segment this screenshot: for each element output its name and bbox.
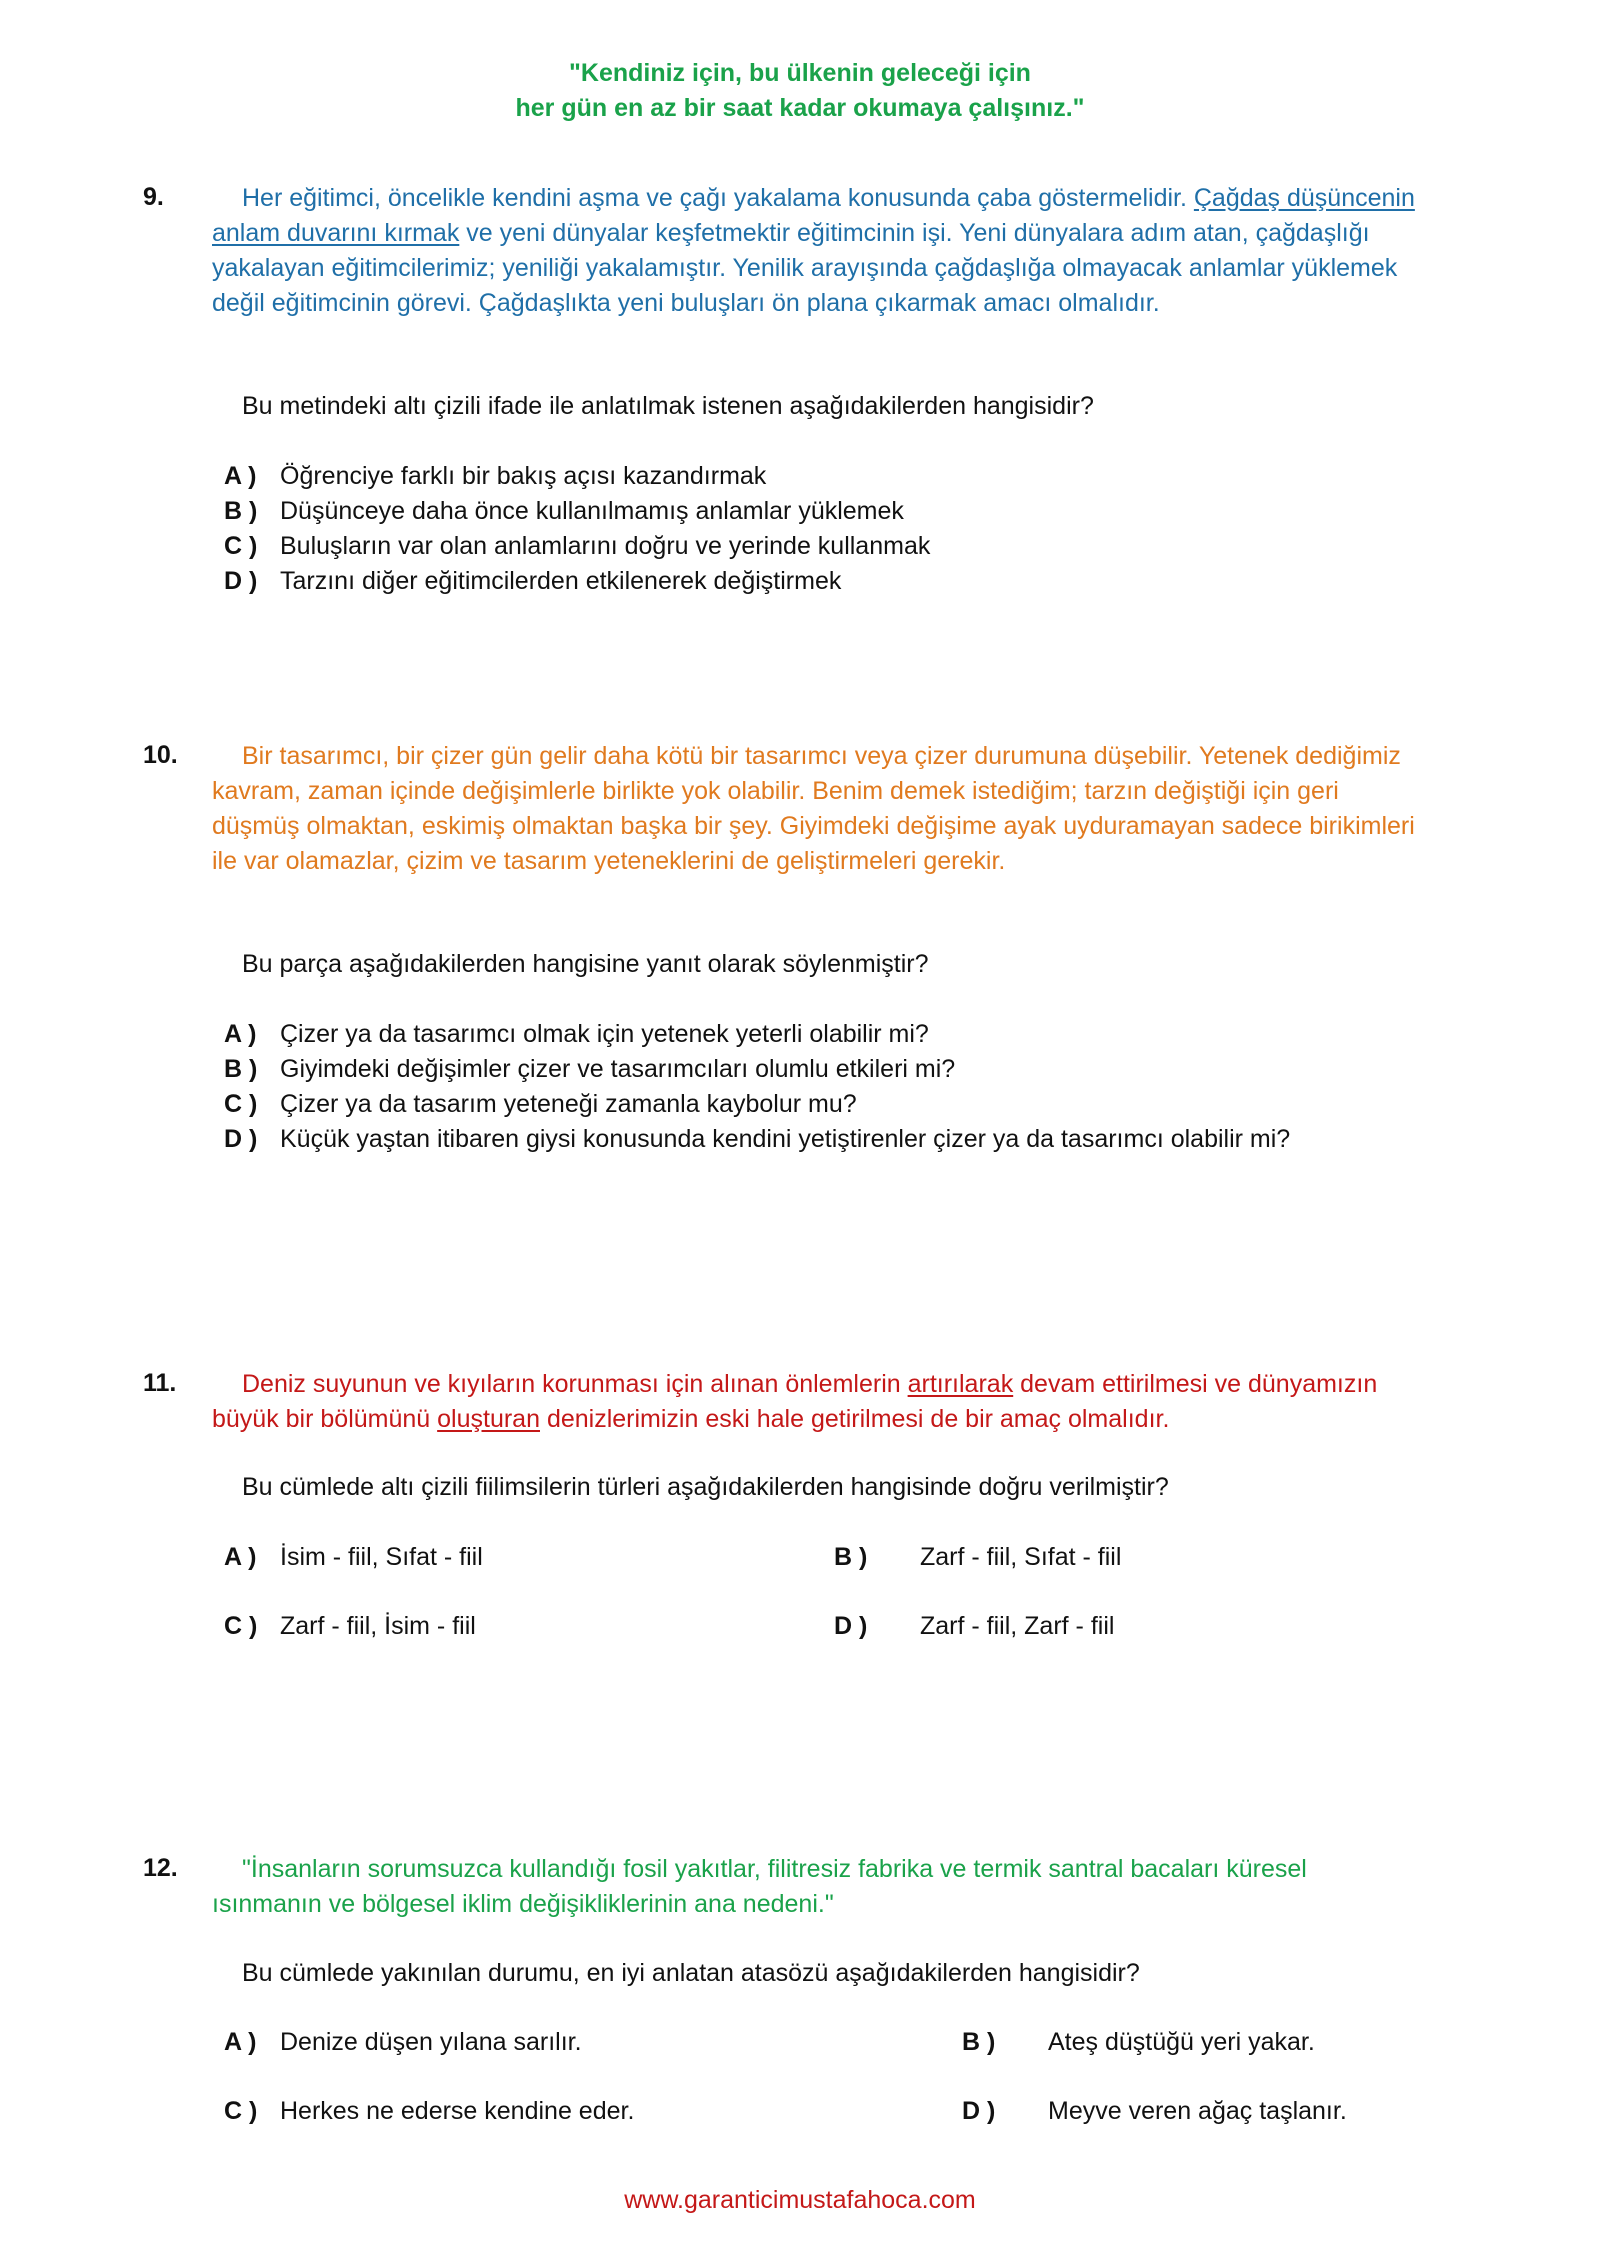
option-text: İsim - fiil, Sıfat - fiil bbox=[280, 1543, 483, 1571]
underlined-phrase: Çağdaş düşüncenin anlam duvarını kırmak bbox=[212, 184, 1415, 247]
option-text: Çizer ya da tasarımcı olmak için yetenek yeterli olabilir mi? bbox=[280, 1020, 929, 1048]
option-letter: D ) bbox=[834, 1612, 868, 1640]
question-passage bbox=[212, 1367, 1422, 1437]
question-passage bbox=[212, 181, 1422, 321]
passage-text: Bir tasarımcı, bir çizer gün gelir daha kötü bir tasarımcı veya çizer durumuna düşebilir. Yetenek dediğimiz kavram, zaman içinde değişimlerle birlikte yok olabilir. Benim demek istediğim; tarzın değiştiği için geri düşmüş olmaktan, eskimiş olmaktan başka bir şey. Giyimdeki değişime ayak uyduramayan sadece birikimleri ile var olamazlar, çizim ve tasarım yeteneklerini de geliştirmeleri gerekir. bbox=[212, 742, 1415, 875]
option-text: Denize düşen yılana sarılır. bbox=[280, 2028, 582, 2056]
option-d[interactable] bbox=[962, 2094, 1347, 2129]
option-text: Zarf - fiil, Sıfat - fiil bbox=[920, 1543, 1122, 1571]
option-text: Öğrenciye farklı bir bakış açısı kazandırmak bbox=[280, 462, 767, 490]
question-stem: Bu parça aşağıdakilerden hangisine yanıt olarak söylenmiştir? bbox=[242, 950, 929, 978]
option-letter: A ) bbox=[224, 1543, 257, 1571]
question-passage bbox=[212, 739, 1422, 879]
option-text: Zarf - fiil, İsim - fiil bbox=[280, 1612, 476, 1640]
option-c[interactable] bbox=[224, 529, 930, 564]
passage-text: "İnsanların sorumsuzca kullandığı fosil yakıtlar, filitresiz fabrika ve termik santral bacaları küresel ısınmanın ve bölgesel iklim değişikliklerinin ana nedeni." bbox=[212, 1855, 1307, 1918]
option-a[interactable] bbox=[224, 1540, 483, 1575]
option-d[interactable] bbox=[834, 1609, 1114, 1644]
header-line-1: "Kendiniz için, bu ülkenin geleceği için bbox=[569, 59, 1031, 87]
option-letter: C ) bbox=[224, 2097, 258, 2125]
option-letter: C ) bbox=[224, 532, 258, 560]
passage-text: denizlerimizin eski hale getirilmesi de bir amaç olmalıdır. bbox=[540, 1405, 1170, 1433]
header-quote bbox=[0, 56, 1600, 126]
option-letter: A ) bbox=[224, 2028, 257, 2056]
passage-text: Her eğitimci, öncelikle kendini aşma ve çağı yakalama konusunda çaba göstermelidir. bbox=[242, 184, 1194, 212]
option-letter: D ) bbox=[962, 2097, 996, 2125]
option-letter: D ) bbox=[224, 567, 258, 595]
passage-text: devam ettirilmesi ve dünyamızın büyük bir bölümünü bbox=[212, 1370, 1378, 1433]
footer-website-link[interactable]: www.garanticimustafahoca.com bbox=[624, 2186, 976, 2214]
question-passage bbox=[212, 1852, 1422, 1922]
option-letter: C ) bbox=[224, 1612, 258, 1640]
option-letter: B ) bbox=[834, 1543, 868, 1571]
option-letter: B ) bbox=[962, 2028, 996, 2056]
option-c[interactable] bbox=[224, 1087, 857, 1122]
option-d[interactable] bbox=[224, 564, 841, 599]
question-number: 9. bbox=[143, 183, 164, 211]
option-letter: A ) bbox=[224, 462, 257, 490]
question-stem: Bu metindeki altı çizili ifade ile anlatılmak istenen aşağıdakilerden hangisidir? bbox=[242, 392, 1094, 420]
option-b[interactable] bbox=[224, 1052, 955, 1087]
underlined-word: artırılarak bbox=[907, 1370, 1014, 1398]
option-text: Düşünceye daha önce kullanılmamış anlamlar yüklemek bbox=[280, 497, 904, 525]
option-text: Giyimdeki değişimler çizer ve tasarımcıları olumlu etkileri mi? bbox=[280, 1055, 956, 1083]
option-text: Meyve veren ağaç taşlanır. bbox=[1048, 2097, 1347, 2125]
option-a[interactable] bbox=[224, 459, 766, 494]
option-letter: A ) bbox=[224, 1020, 257, 1048]
option-a[interactable] bbox=[224, 1017, 929, 1052]
underlined-word: oluşturan bbox=[437, 1405, 540, 1433]
question-stem: Bu cümlede yakınılan durumu, en iyi anlatan atasözü aşağıdakilerden hangisidir? bbox=[242, 1959, 1140, 1987]
option-d[interactable] bbox=[224, 1122, 1290, 1157]
option-letter: D ) bbox=[224, 1125, 258, 1153]
option-letter: C ) bbox=[224, 1090, 258, 1118]
header-line-2: her gün en az bir saat kadar okumaya çalışınız." bbox=[515, 94, 1085, 122]
question-number: 12. bbox=[143, 1854, 178, 1882]
option-text: Tarzını diğer eğitimcilerden etkilenerek değiştirmek bbox=[280, 567, 842, 595]
option-letter: B ) bbox=[224, 1055, 258, 1083]
option-text: Zarf - fiil, Zarf - fiil bbox=[920, 1612, 1115, 1640]
passage-text: ve yeni dünyalar keşfetmektir eğitimcinin işi. Yeni dünyalara adım atan, çağdaşlığı yakalayan eğitimcilerimiz; yeniliği yakalamıştır. Yenilik arayışında çağdaşlığa olmayacak anlamlar yüklemek değil eğitimcinin görevi. Çağdaşlıkta yeni buluşları ön plana çıkarmak amacı olmalıdır. bbox=[212, 219, 1398, 317]
option-text: Ateş düştüğü yeri yakar. bbox=[1048, 2028, 1315, 2056]
option-b[interactable] bbox=[224, 494, 904, 529]
option-c[interactable] bbox=[224, 2094, 634, 2129]
question-number: 10. bbox=[143, 741, 178, 769]
option-letter: B ) bbox=[224, 497, 258, 525]
option-c[interactable] bbox=[224, 1609, 476, 1644]
question-stem: Bu cümlede altı çizili fiilimsilerin türleri aşağıdakilerden hangisinde doğru verilmiştir? bbox=[242, 1473, 1169, 1501]
option-text: Çizer ya da tasarım yeteneği zamanla kaybolur mu? bbox=[280, 1090, 857, 1118]
option-b[interactable] bbox=[962, 2025, 1315, 2060]
option-b[interactable] bbox=[834, 1540, 1121, 1575]
option-text: Herkes ne ederse kendine eder. bbox=[280, 2097, 635, 2125]
option-a[interactable] bbox=[224, 2025, 582, 2060]
option-text: Buluşların var olan anlamlarını doğru ve yerinde kullanmak bbox=[280, 532, 931, 560]
passage-text: Deniz suyunun ve kıyıların korunması için alınan önlemlerin bbox=[242, 1370, 908, 1398]
question-number: 11. bbox=[143, 1369, 177, 1397]
option-text: Küçük yaştan itibaren giysi konusunda kendini yetiştirenler çizer ya da tasarımcı olabilir mi? bbox=[280, 1125, 1291, 1153]
